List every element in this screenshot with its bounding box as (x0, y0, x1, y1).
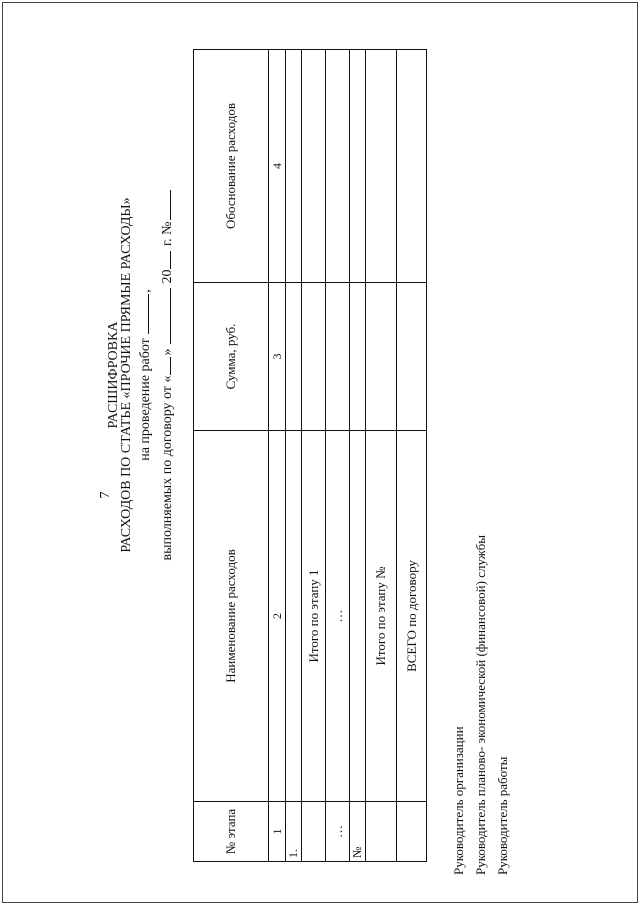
cell-reason[interactable] (302, 50, 326, 283)
cell-stage[interactable]: … (326, 802, 350, 862)
cell-name[interactable]: Итого по этапу № (366, 431, 397, 802)
cell-name[interactable]: … (326, 431, 350, 802)
table-row (326, 50, 350, 862)
cell-sum[interactable] (366, 283, 397, 431)
table-row (397, 50, 427, 862)
header-stage: № этапа (194, 802, 269, 862)
header-expense-name: Наименование расходов (194, 431, 269, 802)
cell-name[interactable]: Итого по этапу 1 (302, 431, 326, 802)
contract-month-blank[interactable] (158, 288, 171, 344)
header-sum: Сумма, руб. (194, 283, 269, 431)
cell-name[interactable] (286, 431, 302, 802)
table-row (286, 50, 302, 862)
cell-reason[interactable] (326, 50, 350, 283)
cell-reason[interactable] (350, 50, 366, 283)
header-justification: Обоснование расходов (194, 50, 269, 283)
signature-head-of-organization: Руководитель организации (451, 726, 466, 875)
expenses-table (193, 49, 427, 862)
column-number: 3 (269, 283, 286, 431)
cell-stage[interactable] (397, 802, 427, 862)
form-title: РАСШИФРОВКА (106, 321, 121, 429)
page-number: 7 (98, 491, 113, 499)
column-number: 1 (269, 802, 286, 862)
purpose-blank[interactable] (136, 294, 149, 334)
cell-reason[interactable] (397, 50, 427, 283)
contract-day-blank[interactable] (158, 357, 171, 375)
cell-reason[interactable] (286, 50, 302, 283)
cell-stage[interactable] (302, 802, 326, 862)
contract-year-prefix: 20 (160, 269, 175, 284)
work-purpose-line (136, 15, 154, 735)
cell-stage[interactable]: 1. (286, 802, 302, 862)
cell-sum[interactable] (397, 283, 427, 431)
purpose-tail: , (138, 289, 153, 293)
form-subtitle: РАСХОДОВ ПО СТАТЬЕ «ПРОЧИЕ ПРЯМЫЕ РАСХОДЫ» (119, 197, 134, 553)
contract-year-blank[interactable] (158, 251, 171, 269)
signature-head-of-work: Руководитель работы (495, 756, 510, 875)
cell-sum[interactable] (286, 283, 302, 431)
cell-stage[interactable]: № (350, 802, 366, 862)
column-number-row (269, 50, 286, 862)
column-number: 2 (269, 431, 286, 802)
table-row (302, 50, 326, 862)
cell-sum[interactable] (302, 283, 326, 431)
contract-prefix: выполняемых по договору от « (160, 375, 175, 561)
contract-number-blank[interactable] (158, 190, 171, 220)
cell-stage[interactable] (366, 802, 397, 862)
table-header-row (194, 50, 269, 862)
cell-reason[interactable] (366, 50, 397, 283)
purpose-label: на проведение работ (138, 338, 153, 461)
cell-name[interactable] (350, 431, 366, 802)
cell-sum[interactable] (350, 283, 366, 431)
contract-mid: » (160, 348, 175, 356)
contract-year-suffix: г. № (160, 221, 175, 247)
cell-name[interactable]: ВСЕГО по договору (397, 431, 427, 802)
signature-head-of-finance: Руководитель планово- экономической (финансовой) службы (473, 535, 488, 875)
table-row (350, 50, 366, 862)
contract-line (158, 15, 176, 735)
cell-sum[interactable] (326, 283, 350, 431)
column-number: 4 (269, 50, 286, 283)
table-row (366, 50, 397, 862)
